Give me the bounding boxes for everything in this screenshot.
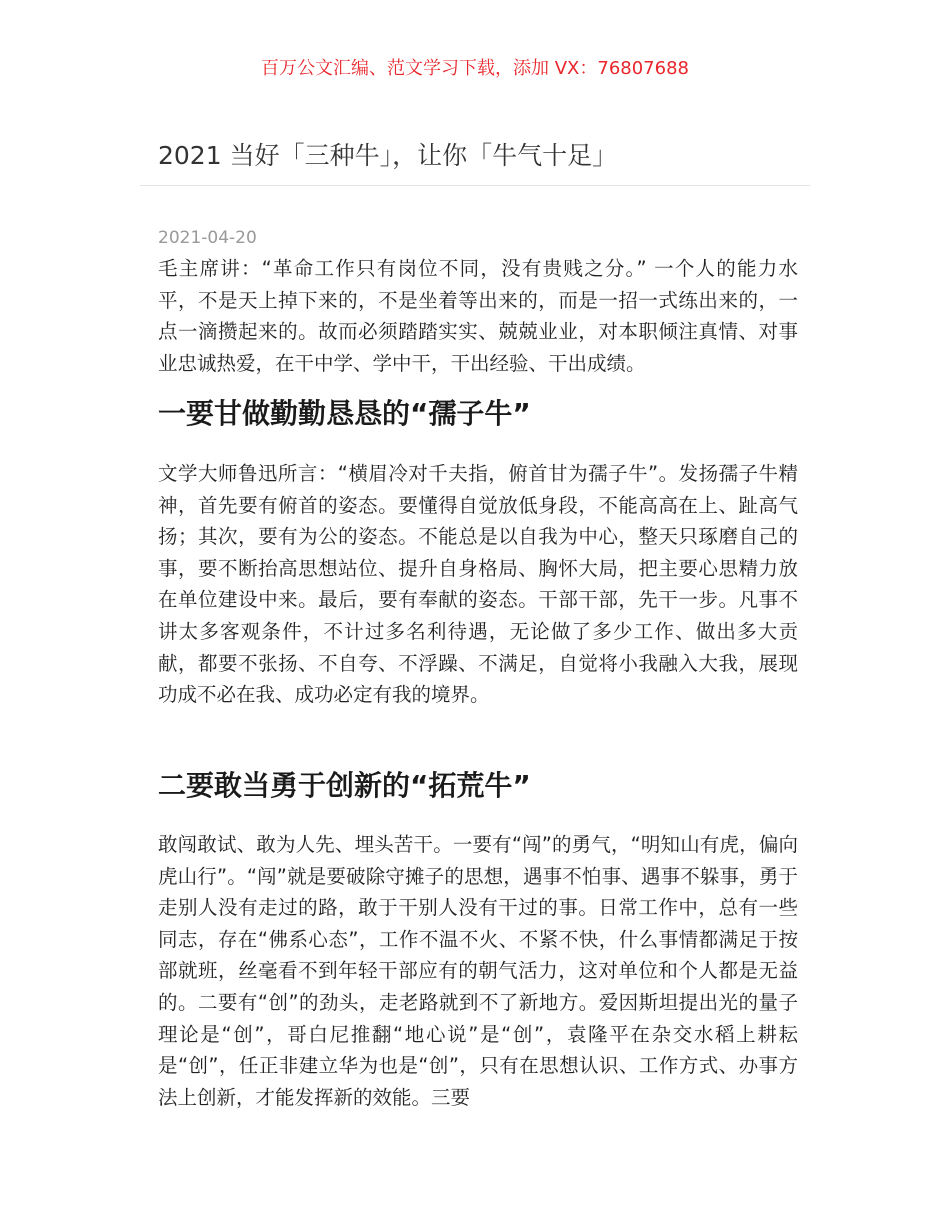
section-heading-1: 一要甘做勤勤恳恳的“孺子牛” [158,397,531,430]
watermark-banner: 百万公文汇编、范文学习下载，添加 VX：76807688 [261,58,689,79]
section-body-1: 文学大师鲁迅所言：“横眉冷对千夫指，俯首甘为孺子牛”。发扬孺子牛精神，首先要有俯首的姿态。要懂得自觉放低身段，不能高高在上、趾高气扬；其次，要有为公的姿态。不能总是以自我为中心，整天只琢磨自己的事，要不断抬高思想站位、提升自身格局、胸怀大局，把主要心思精力放在单位建设中来。最后，要有奉献的姿态。干部干部，先干一步。凡事不讲太多客观条件，不计过多名利待遇，无论做了多少工作、做出多大贡献，都要不张扬、不自夸、不浮躁、不满足，自觉将小我融入大我，展现功成不必在我、成功必定有我的境界。 [158,462,798,707]
intro-paragraph: 毛主席讲：“革命工作只有岗位不同，没有贵贱之分。” 一个人的能力水平，不是天上掉下来的，不是坐着等出来的，而是一招一式练出来的，一点一滴攒起来的。故而必须踏踏实实、兢兢业业，对本职倾注真情、对事业忠诚热爱，在干中学、学中干，干出经验、干出成绩。 [158,257,798,375]
section-heading-2: 二要敢当勇于创新的“拓荒牛” [158,769,531,802]
article-title: 2021 当好「三种牛」，让你「牛气十足」 [158,141,618,170]
article-date: 2021-04-20 [158,228,257,248]
title-divider [140,185,810,186]
section-body-2: 敢闯敢试、敢为人先、埋头苦干。一要有“闯”的勇气，“明知山有虎，偏向虎山行”。“闯”就是要破除守摊子的思想，遇事不怕事、遇事不躲事，勇于走别人没有走过的路，敢于干别人没有干过的事。日常工作中，总有一些同志，存在“佛系心态”，工作不温不火、不紧不快，什么事情都满足于按部就班，丝毫看不到年轻干部应有的朝气活力，这对单位和个人都是无益的。二要有“创”的劲头，走老路就到不了新地方。爱因斯坦提出光的量子理论是“创”，哥白尼推翻“地心说”是“创”，袁隆平在杂交水稻上耕耘是“创”，任正非建立华为也是“创”，只有在思想认识、工作方式、办事方法上创新，才能发挥新的效能。三要 [158,833,798,1109]
